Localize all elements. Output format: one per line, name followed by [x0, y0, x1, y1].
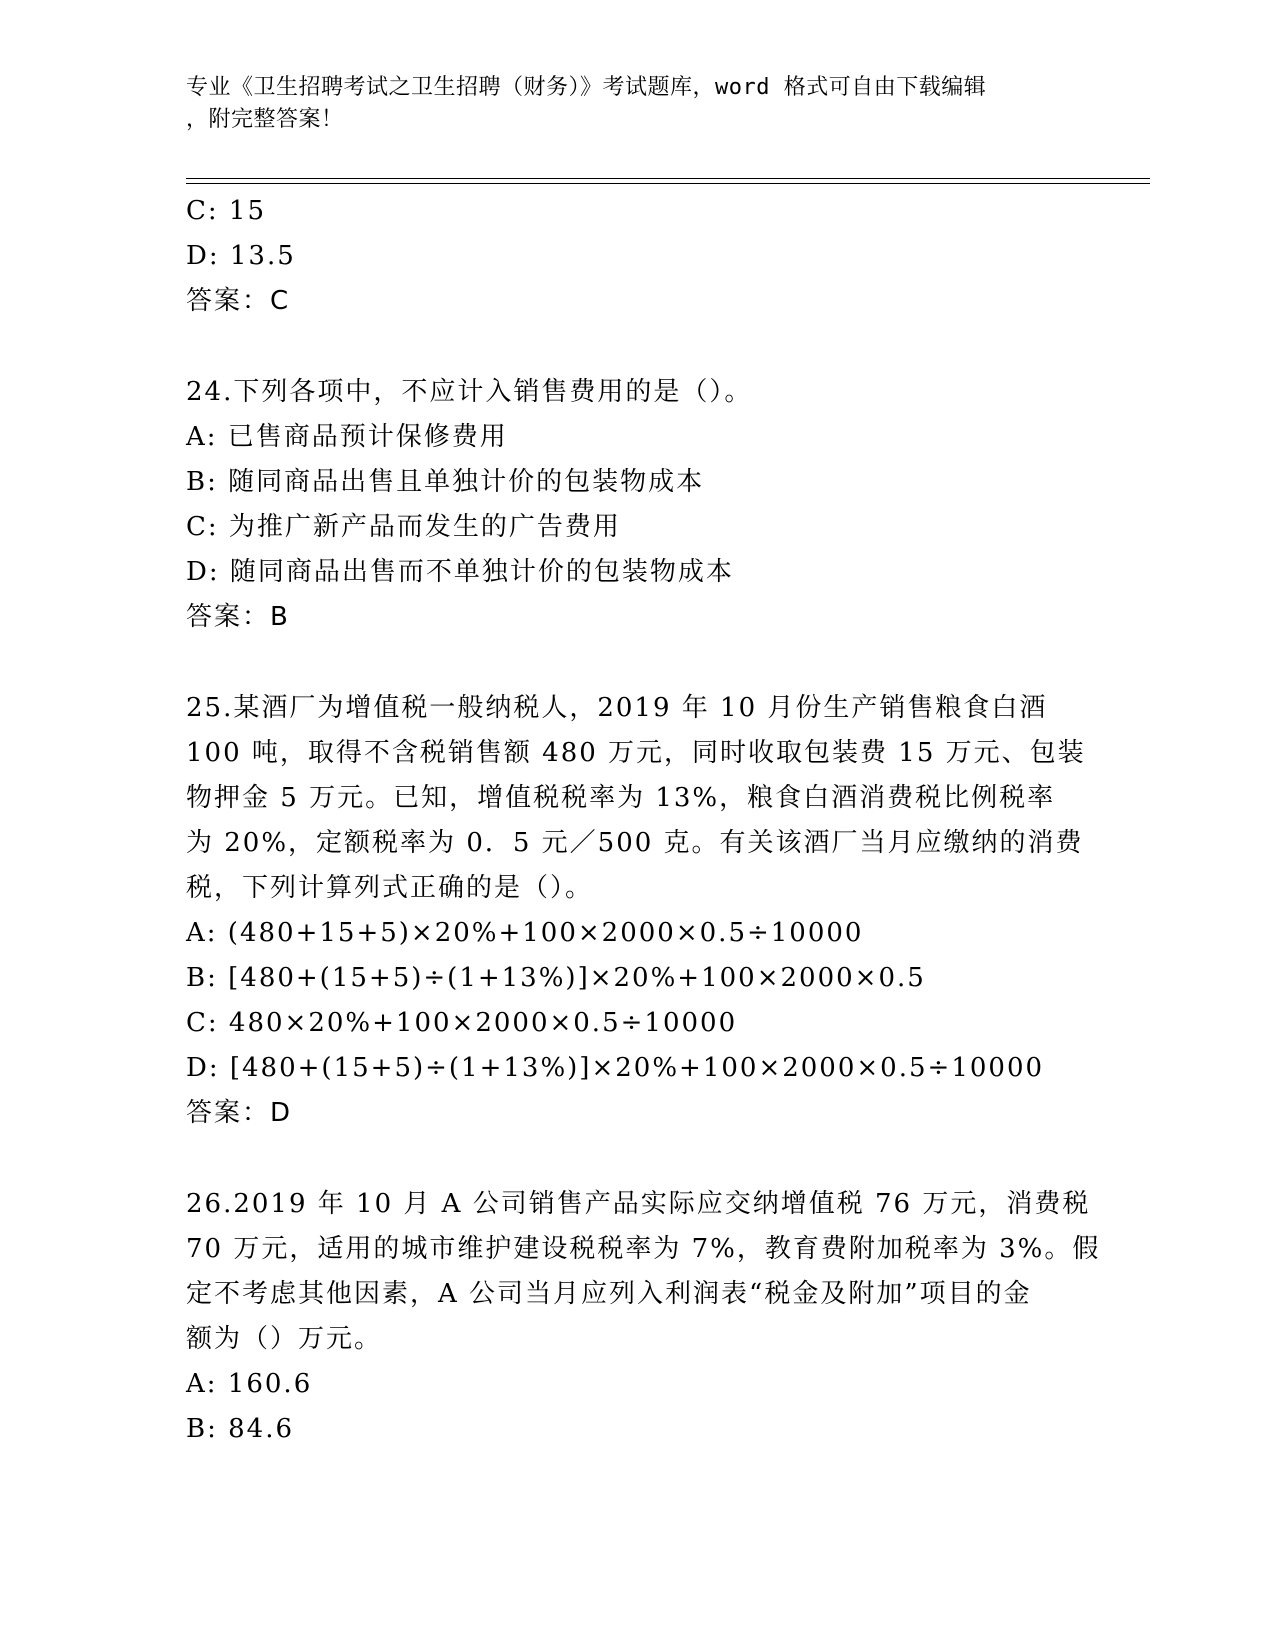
- question-24-option-d: D: 随同商品出售而不单独计价的包装物成本: [186, 557, 734, 587]
- question-25: [186, 686, 1086, 1136]
- question-25-stem-line-1: 25.某酒厂为增值税一般纳税人，2019 年 10 月份生产销售粮食白酒: [186, 693, 1048, 723]
- question-25-option-a: A: (480+15+5)×20%+100×2000×0.5÷10000: [186, 918, 864, 948]
- header-rule-top: [186, 178, 1150, 179]
- question-25-option-b: B: [480+(15+5)÷(1+13%)]×20%+100×2000×0.5: [186, 963, 926, 993]
- question-24-stem: 24.下列各项中，不应计入销售费用的是（）。: [186, 377, 753, 407]
- question-25-option-c: C: 480×20%+100×2000×0.5÷10000: [186, 1008, 738, 1038]
- header-line-2: ，附完整答案！: [186, 107, 344, 132]
- question-26-stem-line-3: 定不考虑其他因素，A 公司当月应列入利润表“税金及附加”项目的金: [186, 1279, 1032, 1309]
- question-25-option-d: D: [480+(15+5)÷(1+13%)]×20%+100×2000×0.5÷10000: [186, 1053, 1045, 1083]
- question-26-stem-line-4: 额为（）万元。: [186, 1324, 383, 1354]
- question-26-stem-line-1: 26.2019 年 10 月 A 公司销售产品实际应交纳增值税 76 万元，消费税: [186, 1189, 1091, 1219]
- question-content: [186, 189, 1101, 1452]
- prev-answer: 答案：C: [186, 286, 291, 316]
- question-26-option-a: A: 160.6: [186, 1369, 313, 1399]
- header-line-1: 专业《卫生招聘考试之卫生招聘（财务）》考试题库，word 格式可自由下载编辑: [186, 75, 987, 100]
- question-24-option-b: B: 随同商品出售且单独计价的包装物成本: [186, 467, 705, 497]
- question-24-option-a: A: 已售商品预计保修费用: [186, 422, 508, 452]
- question-26: [186, 1182, 1101, 1452]
- question-25-stem-line-4: 为 20%，定额税率为 0．5 元／500 克。有关该酒厂当月应缴纳的消费: [186, 828, 1084, 858]
- prev-option-c: C: 15: [186, 196, 267, 226]
- header-rule-bottom: [186, 183, 1150, 184]
- question-25-stem-line-2: 100 吨，取得不含税销售额 480 万元，同时收取包装费 15 万元、包装: [186, 738, 1086, 768]
- question-26-stem-line-2: 70 万元，适用的城市维护建设税税率为 7%，教育费附加税率为 3%。假: [186, 1234, 1101, 1264]
- question-26-option-b: B: 84.6: [186, 1414, 295, 1444]
- question-25-answer: 答案：D: [186, 1098, 293, 1128]
- question-25-stem-line-5: 税，下列计算列式正确的是（）。: [186, 873, 594, 903]
- question-24-answer: 答案：B: [186, 602, 290, 632]
- question-25-stem-line-3: 物押金 5 万元。已知，增值税税率为 13%，粮食白酒消费税比例税率: [186, 783, 1056, 813]
- question-24-option-c: C: 为推广新产品而发生的广告费用: [186, 512, 621, 542]
- prev-option-d: D: 13.5: [186, 241, 296, 271]
- document-header: [186, 72, 1086, 136]
- question-24: [186, 370, 1086, 640]
